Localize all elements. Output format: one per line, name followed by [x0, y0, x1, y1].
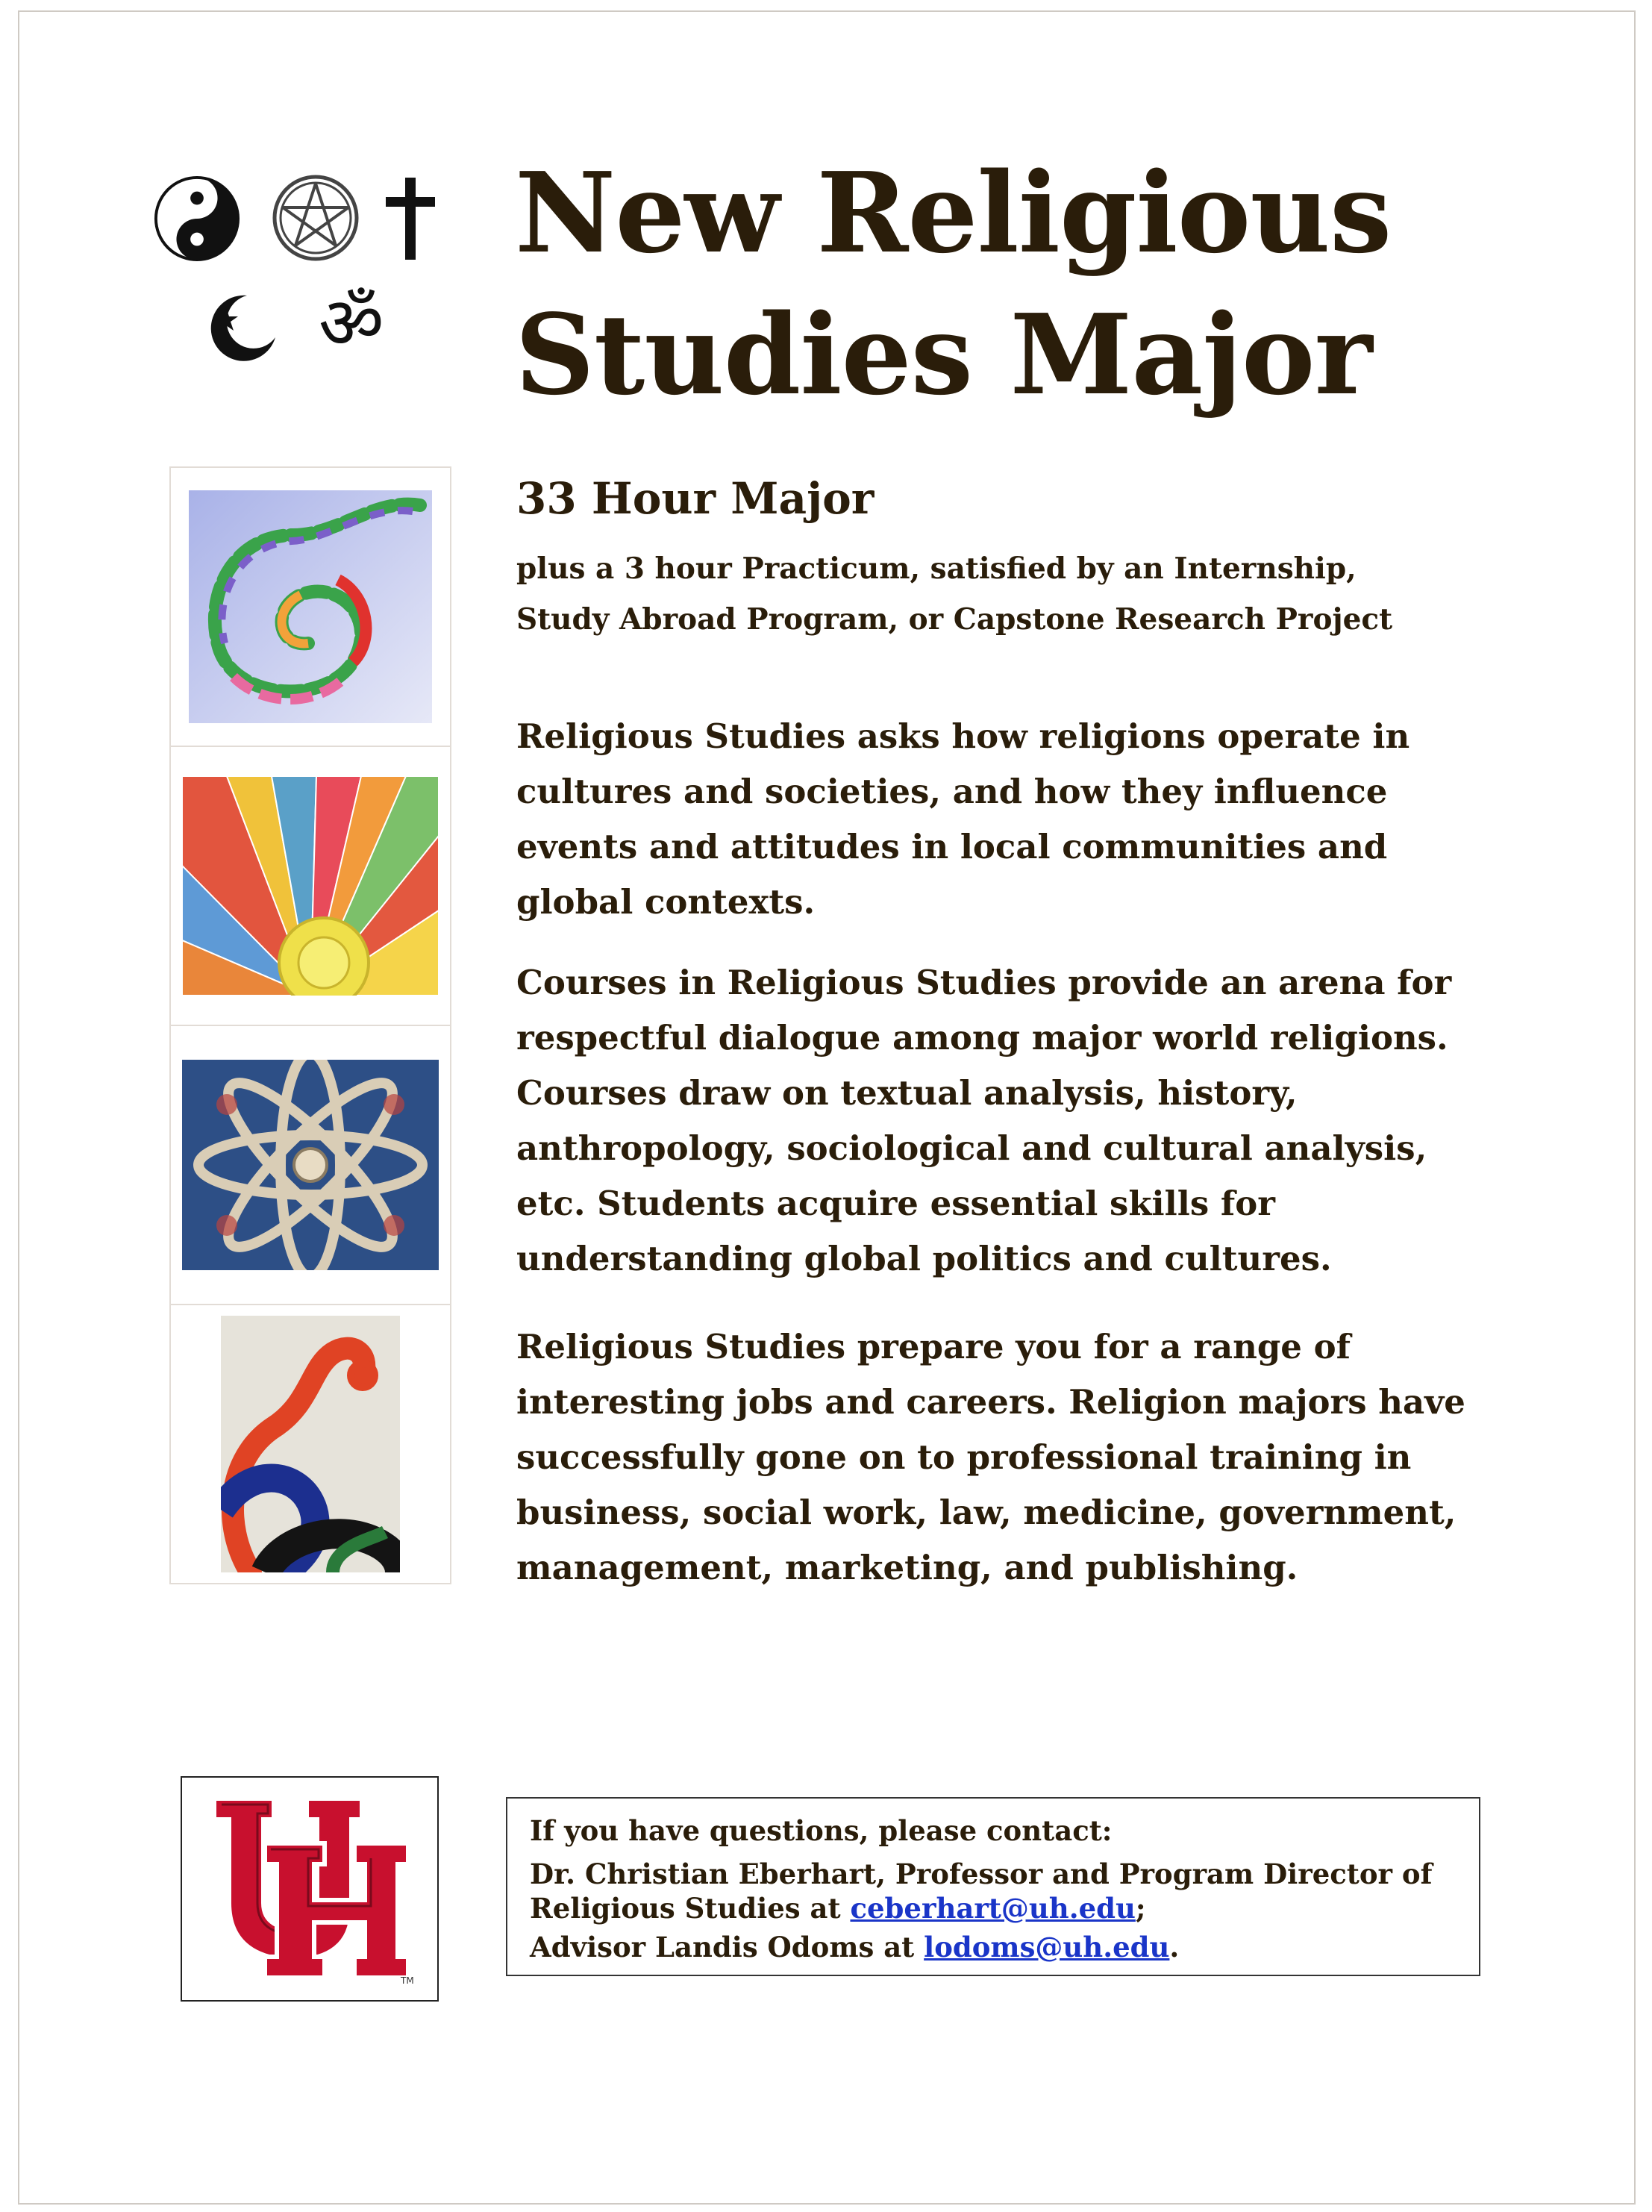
- pentagram-icon: [271, 173, 360, 263]
- practicum-note-line: Study Abroad Program, or Capstone Research Project: [516, 602, 1393, 637]
- om-icon: ॐ: [319, 281, 384, 365]
- paragraph-line: events and attitudes in local communities and: [516, 827, 1388, 866]
- trademark-mark: TM: [401, 1975, 414, 1986]
- advisor-suffix: .: [1169, 1931, 1180, 1963]
- contact-heading: If you have questions, please contact:: [530, 1814, 1113, 1847]
- image-cell: [169, 1304, 451, 1584]
- paragraph-line: interesting jobs and careers. Religion majors have: [516, 1382, 1465, 1422]
- paragraph-line: Religious Studies prepare you for a range of: [516, 1327, 1351, 1366]
- paragraph-line: global contexts.: [516, 882, 816, 922]
- paragraph-line: management, marketing, and publishing.: [516, 1548, 1298, 1587]
- contact-director: [530, 1857, 1457, 1925]
- hands-spiral-image: [189, 490, 432, 723]
- image-cell: [169, 746, 451, 1025]
- page-title: [515, 142, 1391, 425]
- paragraph-line: etc. Students acquire essential skills for: [516, 1184, 1275, 1223]
- bottle-cap-mosaic-image: [221, 1316, 400, 1572]
- paragraph-line: understanding global politics and cultures.: [516, 1239, 1332, 1278]
- paragraph-line: Courses draw on textual analysis, history,: [516, 1073, 1298, 1113]
- hours-heading: 33 Hour Major: [516, 473, 875, 524]
- contact-advisor: [530, 1930, 1457, 1964]
- paragraph-intro: [516, 709, 1509, 930]
- rose-window-image: [182, 1060, 439, 1270]
- religious-symbols: [153, 172, 451, 381]
- paragraph-line: business, social work, law, medicine, government,: [516, 1493, 1457, 1532]
- advisor-email-link[interactable]: lodoms@uh.edu: [924, 1931, 1170, 1963]
- contact-box: [506, 1797, 1480, 1976]
- cross-icon: [384, 178, 437, 260]
- practicum-note: [516, 543, 1501, 645]
- image-cell: [169, 466, 451, 746]
- practicum-note-line: plus a 3 hour Practicum, satisfied by an Internship,: [516, 552, 1357, 586]
- director-email-link[interactable]: ceberhart@uh.edu: [850, 1892, 1136, 1925]
- paragraph-line: Religious Studies asks how religions operate in: [516, 716, 1410, 756]
- image-cell: [169, 1025, 451, 1304]
- paragraph-line: respectful dialogue among major world religions.: [516, 1018, 1448, 1057]
- title-line-2: Studies Major: [515, 290, 1372, 419]
- paragraph-line: anthropology, sociological and cultural analysis,: [516, 1128, 1427, 1168]
- director-suffix: ;: [1135, 1892, 1146, 1925]
- uh-logo: [181, 1776, 439, 2002]
- paragraph-careers: [516, 1319, 1509, 1596]
- mosaic-sunburst-image: [182, 776, 439, 996]
- crescent-star-icon: [204, 291, 278, 366]
- title-line-1: New Religious: [515, 148, 1392, 278]
- yin-yang-icon: [153, 175, 241, 263]
- uh-logo-mark: [205, 1791, 414, 1987]
- director-line: Dr. Christian Eberhart, Professor and Program Director of: [530, 1858, 1433, 1890]
- paragraph-line: cultures and societies, and how they influence: [516, 772, 1388, 811]
- paragraph-line: Courses in Religious Studies provide an arena for: [516, 963, 1452, 1002]
- paragraph-courses: [516, 955, 1509, 1287]
- advisor-prefix: Advisor Landis Odoms at: [530, 1931, 924, 1963]
- director-prefix: Religious Studies at: [530, 1892, 851, 1925]
- paragraph-line: successfully gone on to professional training in: [516, 1437, 1412, 1477]
- image-column: [169, 466, 450, 1584]
